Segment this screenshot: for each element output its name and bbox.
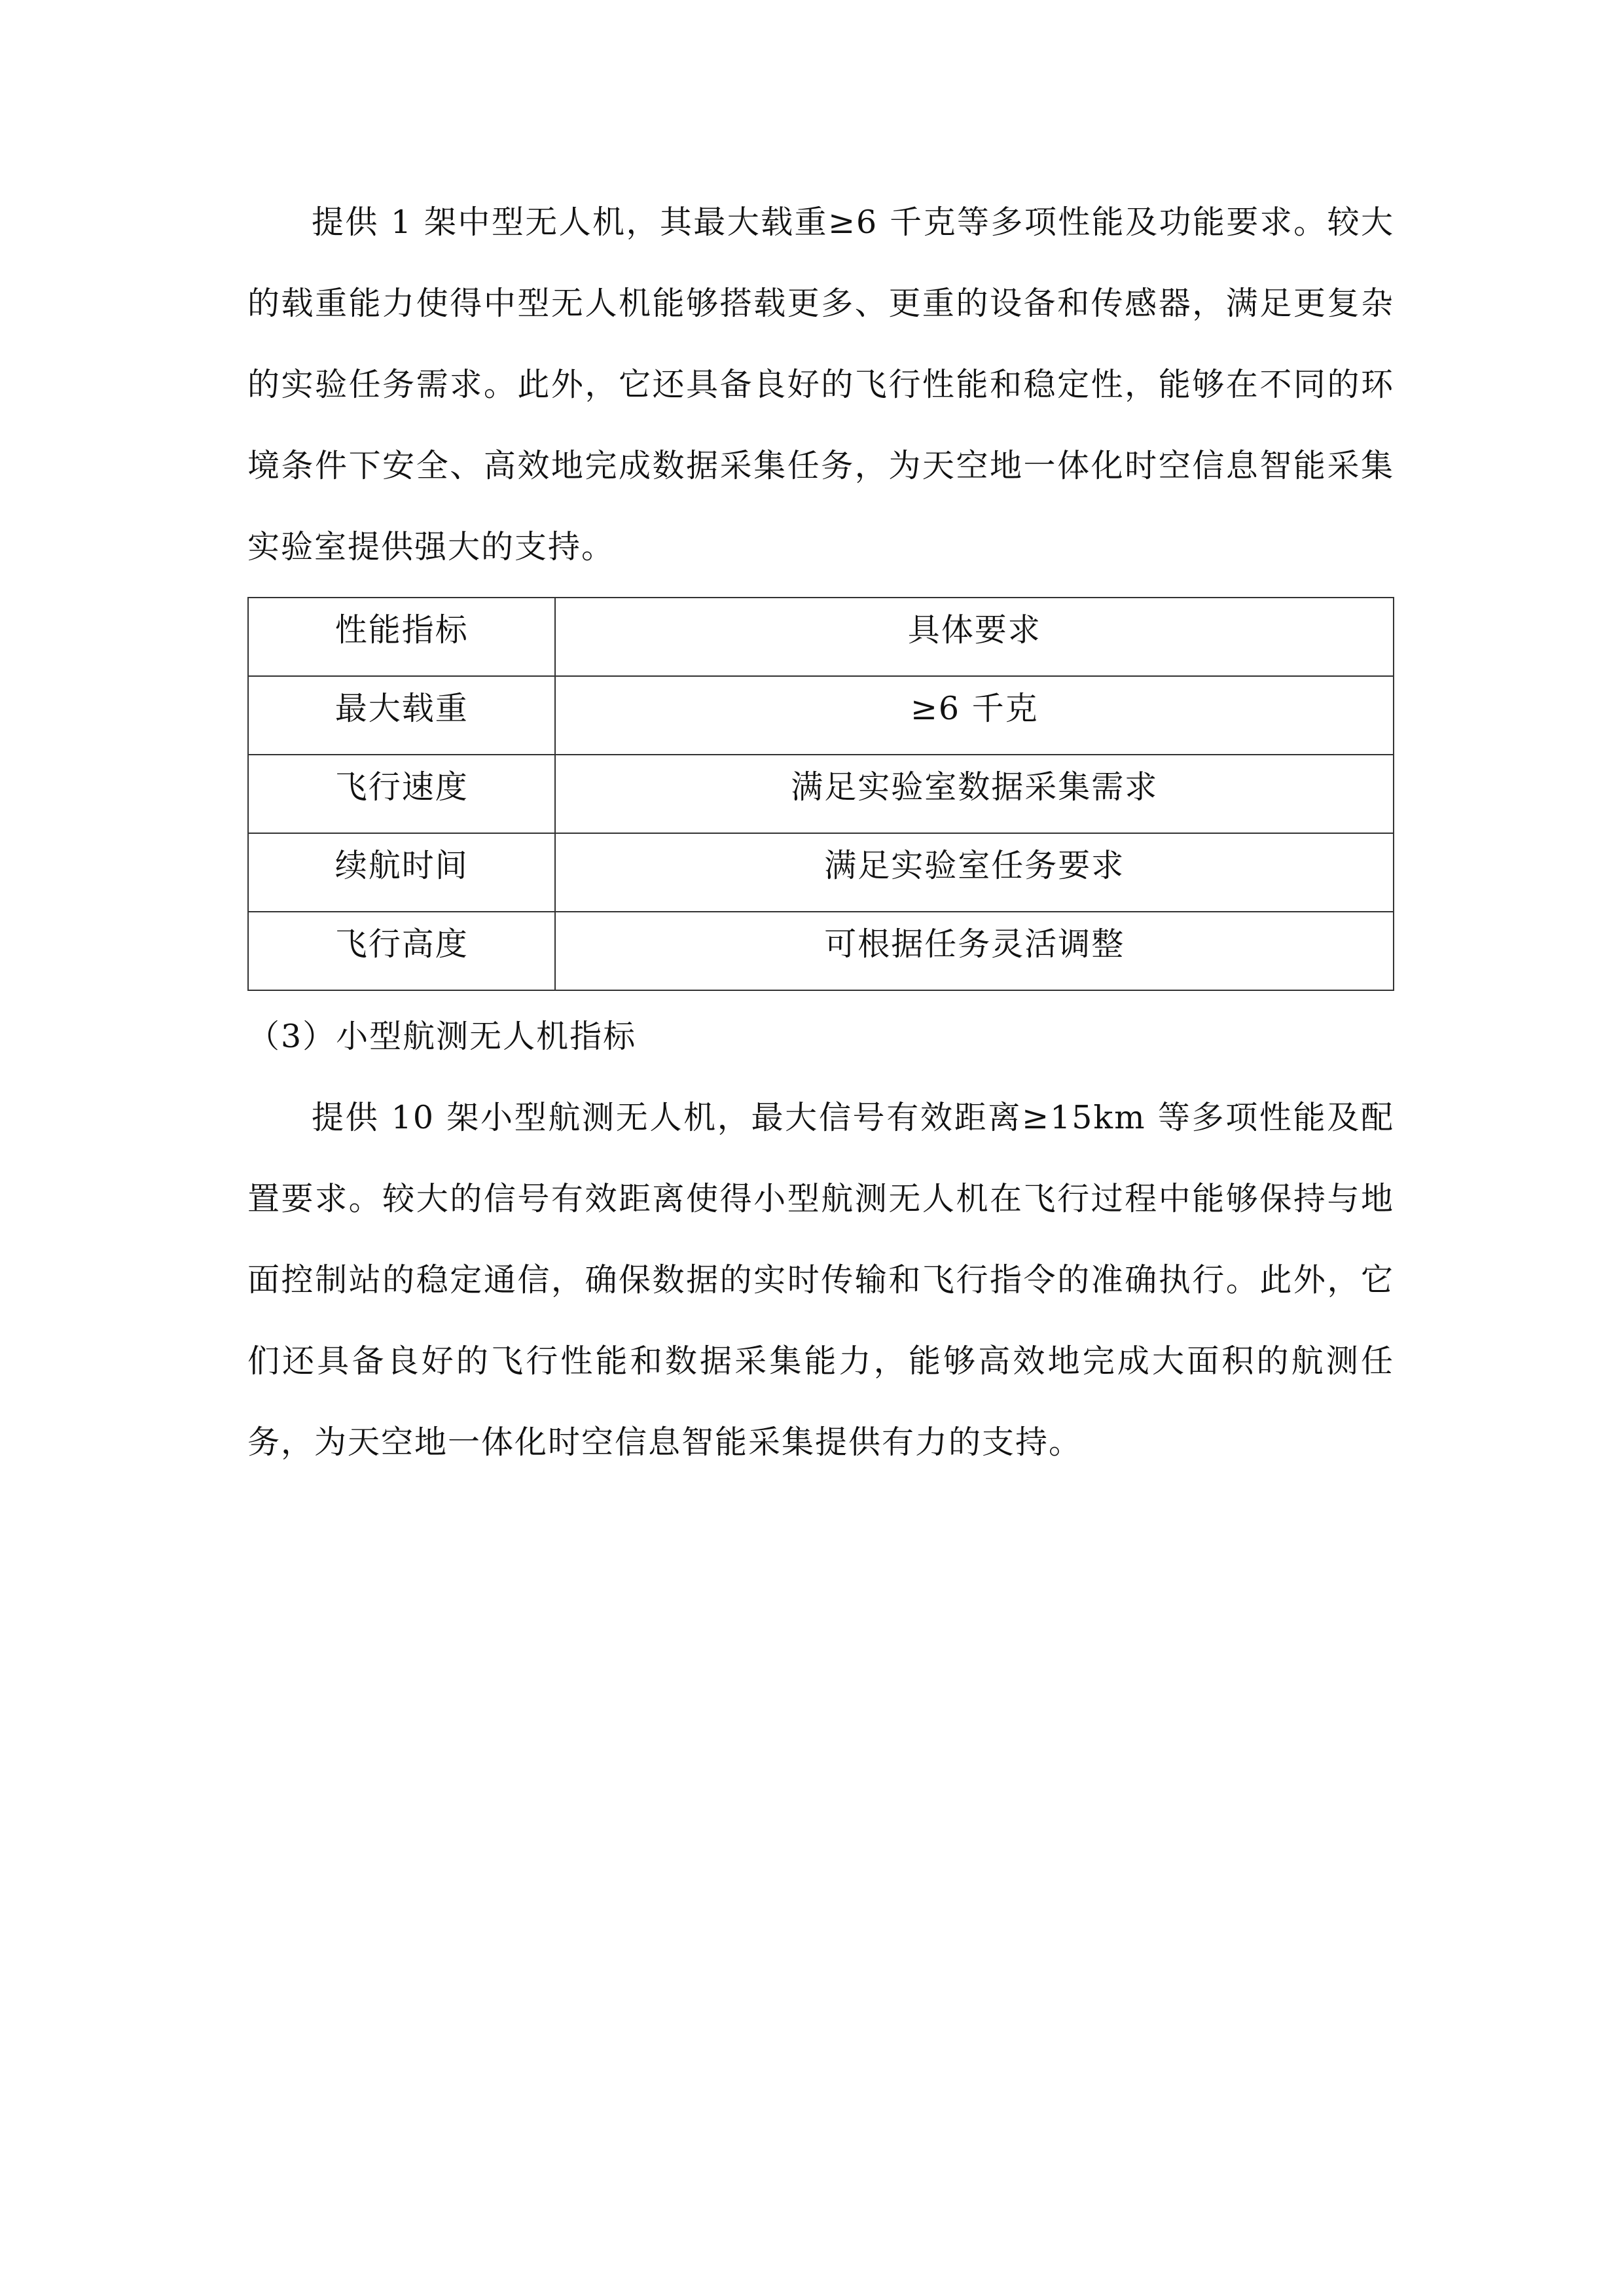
table-cell-metric: 飞行速度: [248, 755, 555, 833]
table-header-row: [248, 598, 1394, 676]
table-cell-metric: 飞行高度: [248, 912, 555, 990]
table-row: [248, 833, 1394, 912]
table-cell-metric: 续航时间: [248, 833, 555, 912]
intro-paragraph: 提供 1 架中型无人机，其最大载重≥6 千克等多项性能及功能要求。较大的载重能力使得中型无人机能够搭载更多、更重的设备和传感器，满足更复杂的实验任务需求。此外，它还具备良好的飞行性能和稳定性，能够在不同的环境条件下安全、高效地完成数据采集任务，为天空地一体化时空信息智能采集实验室提供强大的支持。: [247, 204, 1394, 565]
section-heading: （3）小型航测无人机指标: [247, 1018, 637, 1055]
table-cell-requirement: 满足实验室任务要求: [555, 833, 1394, 912]
table-cell-requirement: ≥6 千克: [555, 676, 1394, 755]
table-cell-requirement: 可根据任务灵活调整: [555, 912, 1394, 990]
uav-spec-table: [247, 597, 1394, 991]
table-cell-requirement: 满足实验室数据采集需求: [555, 755, 1394, 833]
table-cell-metric: 最大载重: [248, 676, 555, 755]
table-row: [248, 676, 1394, 755]
table-header-requirement: 具体要求: [555, 598, 1394, 676]
document-page: [247, 182, 1394, 1483]
table-row: [248, 755, 1394, 833]
section-paragraph: 提供 10 架小型航测无人机，最大信号有效距离≥15km 等多项性能及配置要求。较大的信号有效距离使得小型航测无人机在飞行过程中能够保持与地面控制站的稳定通信，确保数据的实时传输和飞行指令的准确执行。此外，它们还具备良好的飞行性能和数据采集能力，能够高效地完成大面积的航测任务，为天空地一体化时空信息智能采集提供有力的支持。: [247, 1099, 1394, 1461]
table-row: [248, 912, 1394, 990]
table-header-metric: 性能指标: [248, 598, 555, 676]
